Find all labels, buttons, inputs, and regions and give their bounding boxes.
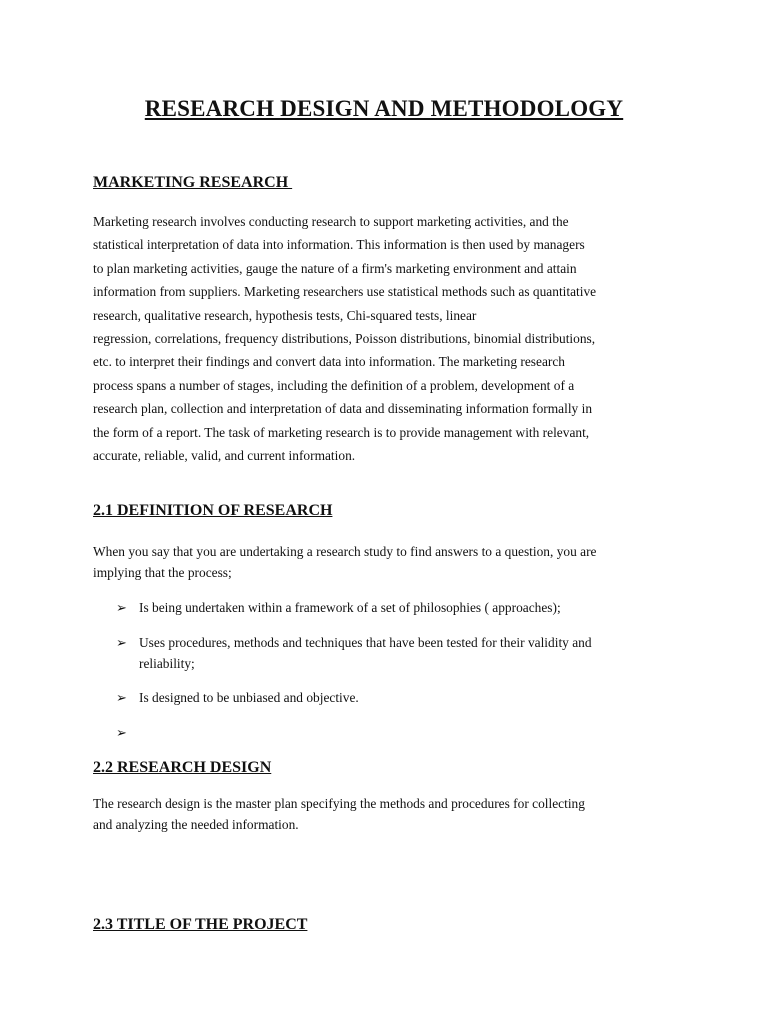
paragraph-line: etc. to interpret their findings and convert data into information. The marketing research xyxy=(93,354,565,370)
bullet-text xyxy=(139,687,699,708)
definition-of-research-heading: 2.1 DEFINITION OF RESEARCH xyxy=(93,502,333,519)
document-title: RESEARCH DESIGN AND METHODOLOGY xyxy=(144,96,624,121)
paragraph-line: Marketing research involves conducting research to support marketing activities, and the xyxy=(93,214,569,229)
paragraph-line: research plan, collection and interpretation of data and disseminating information formally in xyxy=(93,401,593,417)
paragraph-line: implying that the process; xyxy=(93,565,232,580)
paragraph-line: the form of a report. The task of marketing research is to provide management with relevant, xyxy=(93,424,590,440)
paragraph-line: When you say that you are undertaking a research study to find answers to a question, you are xyxy=(93,544,597,559)
research-design-heading: 2.2 RESEARCH DESIGN xyxy=(93,759,272,776)
bullet-line: Uses procedures, methods and techniques that have been tested for their validity and xyxy=(139,635,592,650)
title-of-project-heading: 2.3 TITLE OF THE PROJECT xyxy=(93,916,308,933)
paragraph-line: process spans a number of stages, including the definition of a problem, development of a xyxy=(93,377,575,393)
bullet-text xyxy=(139,597,699,618)
arrowhead-bullet-icon: ➢ xyxy=(116,690,127,705)
paragraph-line: regression, correlations, frequency distributions, Poisson distributions, binomial distributions, xyxy=(93,331,596,347)
paragraph-line: information from suppliers. Marketing researchers use statistical methods such as quantitative xyxy=(93,284,597,300)
arrowhead-bullet-icon: ➢ xyxy=(116,635,127,650)
paragraph-line: statistical interpretation of data into information. This information is then used by managers xyxy=(93,237,585,253)
arrowhead-bullet-icon: ➢ xyxy=(116,600,127,615)
paragraph-line: accurate, reliable, valid, and current information. xyxy=(93,448,356,464)
definition-intro-paragraph xyxy=(93,541,683,583)
paragraph-line: research, qualitative research, hypothesis tests, Chi-squared tests, linear xyxy=(93,307,477,323)
paragraph-line: and analyzing the needed information. xyxy=(93,817,299,832)
paragraph-line: to plan marketing activities, gauge the nature of a firm's marketing environment and attain xyxy=(93,260,577,276)
arrowhead-bullet-icon: ➢ xyxy=(116,725,127,740)
research-design-paragraph xyxy=(93,793,683,835)
bullet-line: Is designed to be unbiased and objective. xyxy=(139,690,359,705)
bullet-line: Is being undertaken within a framework of a set of philosophies ( approaches); xyxy=(139,600,561,615)
marketing-research-paragraph xyxy=(93,210,683,467)
bullet-line: reliability; xyxy=(139,656,195,671)
marketing-research-heading: MARKETING RESEARCH xyxy=(93,174,293,191)
bullet-text xyxy=(139,632,699,674)
paragraph-line: The research design is the master plan specifying the methods and procedures for collecting xyxy=(93,796,585,811)
